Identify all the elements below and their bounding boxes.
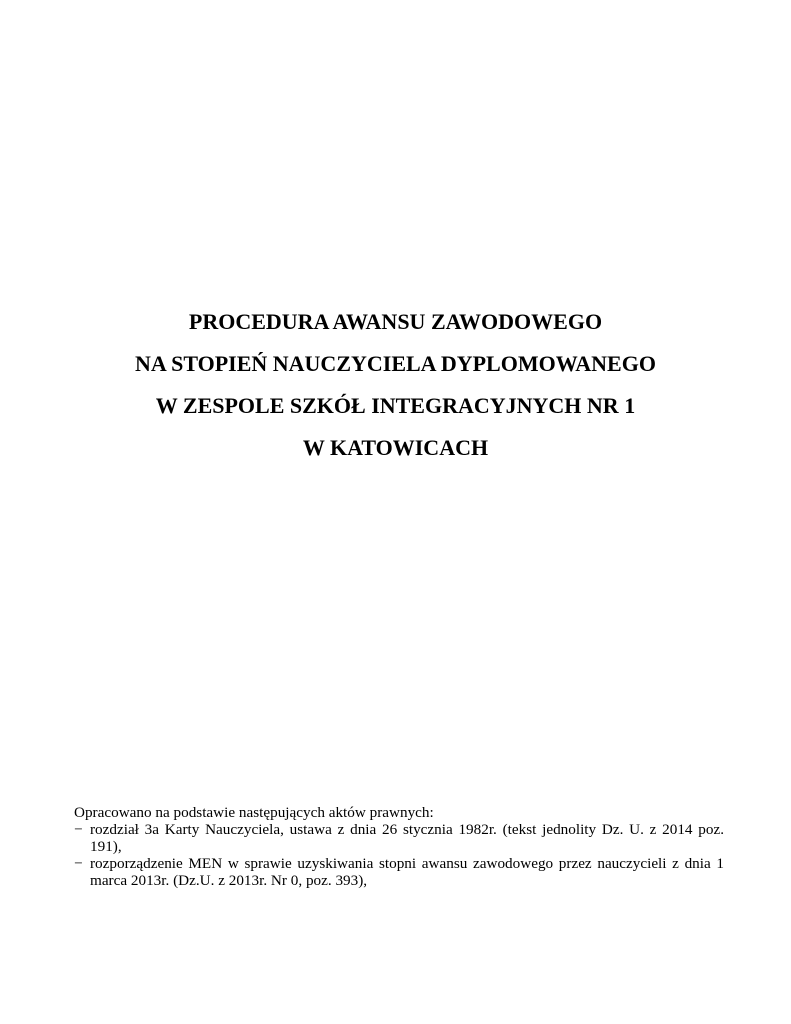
- legal-basis-intro: Opracowano na podstawie następujących aktów prawnych:: [74, 804, 434, 821]
- legal-basis-section: [74, 804, 724, 889]
- list-item: [74, 855, 724, 889]
- list-item: [74, 821, 724, 855]
- legal-basis-list: [74, 821, 724, 889]
- list-item-text: rozdział 3a Karty Nauczyciela, ustawa z dnia 26 stycznia 1982r. (tekst jednolity Dz. U. z 2014 poz. 191),: [90, 821, 724, 855]
- list-bullet: −: [74, 821, 83, 838]
- list-item-text: rozporządzenie MEN w sprawie uzyskiwania stopni awansu zawodowego przez nauczycieli z dnia 1 marca 2013r. (Dz.U. z 2013r. Nr 0, poz. 393),: [90, 855, 724, 889]
- list-bullet: −: [74, 855, 83, 872]
- title-line-3: W ZESPOLE SZKÓŁ INTEGRACYJNYCH NR 1: [155, 393, 636, 418]
- title-line-2: NA STOPIEŃ NAUCZYCIELA DYPLOMOWANEGO: [135, 351, 656, 376]
- title-line-1: PROCEDURA AWANSU ZAWODOWEGO: [188, 309, 603, 334]
- title-line-4: W KATOWICACH: [302, 435, 489, 460]
- document-title: [0, 301, 791, 469]
